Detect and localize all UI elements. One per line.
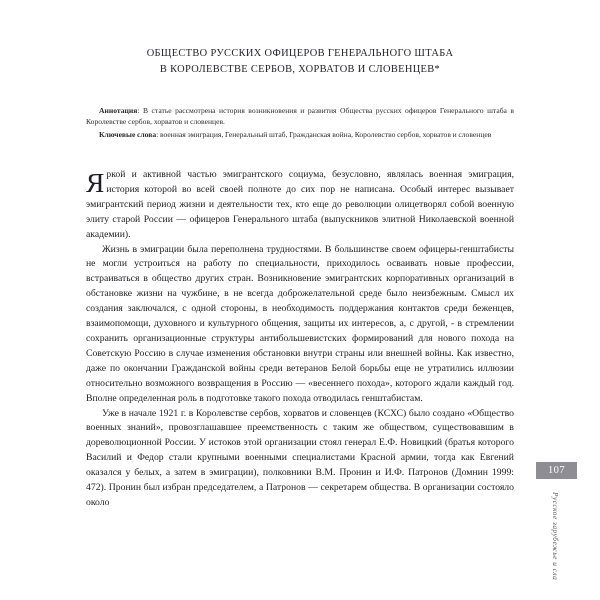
- title-line-1: ОБЩЕСТВО РУССКИХ ОФИЦЕРОВ ГЕНЕРАЛЬНОГО ШТАБА: [146, 48, 454, 59]
- running-title-vertical: [551, 492, 567, 600]
- keywords-paragraph: [86, 129, 514, 140]
- page-title: [84, 46, 516, 77]
- abstract-text: : В статье рассмотрена история возникновения и развития Общества русских офицеров Генерального штаба в Королевстве сербов, хорватов и словенцев.: [86, 106, 514, 127]
- page-number-badge: [536, 462, 577, 479]
- drop-cap: Я: [86, 167, 105, 198]
- title-line-2: В КОРОЛЕВСТВЕ СЕРБОВ, ХОРВАТОВ И СЛОВЕНЦЕВ*: [159, 63, 441, 75]
- body-paragraph-1-text: ркой и активной частью эмигрантского социума, безусловно, являлась военная эмиграция, история которой во всей своей полноте до сих пор не написана. Особый интерес вызывает эмигрантский период жизни и деятельности тех, кто еще до революции олицетворял собой военную элиту старой России — офицеров Генерального штаба (выпускников элитной Николаевской военной академии).: [86, 169, 514, 240]
- body-paragraph-1: [86, 168, 514, 243]
- keywords-text: : военная эмиграция, Генеральный штаб, Гражданская война, Королевство сербов, хорватов и словенцев: [156, 129, 492, 139]
- page-number: 107: [548, 465, 565, 476]
- abstract-paragraph: [86, 105, 514, 128]
- body-paragraph-2: Жизнь в эмиграции была переполнена трудностями. В большинстве своем офицеры-генштабисты не могли устроиться на работу по специальности, приходилось осваивать новые профессии, встраиваться в общество других стран. Возникновение эмигрантских корпоративных организаций в обстановке жизни на чужбине, в не всегда доброжелательной среде было неизбежным. Смысл их создания заключался, с одной стороны, в необходимость поддержания контактов среди беженцев, взаимопомощи, духовного и культурного общения, защиты их интересов, а, с другой, - в стремлении сохранить организационные структуры антибольшевистских формирований для нового похода на Советскую Россию в случае изменения обстановки внутри страны или внешней войны. Как известно, даже по окончании Гражданской войны среди ветеранов Белой борьбы еще не утратились иллюзии относительно возможного возвращения в Россию — «весеннего похода», которого ждали каждый год. Вполне определенная роль в подготовке такого похода отводилась генштабистам.: [86, 243, 514, 404]
- running-title-text: Русское зарубежье и сла: [551, 492, 560, 581]
- abstract-label: Аннотация: [99, 106, 138, 115]
- abstract-section: [86, 105, 514, 140]
- body-paragraph-3: Уже в начале 1921 г. в Королевстве сербов, хорватов и словенцев (КСХС) было создано «Общество военных знаний», провозглашавшее преемственность с таким же обществом, существовавшим в дореволюционной России. У истоков этой организации стоял генерал Е.Ф. Новицкий (братья которого Василий и Федор стали крупными военными специалистами Красной армии, тогда как Евгений оказался у белых, а затем в эмиграции), полковники В.М. Пронин и И.Ф. Патронов (Домнин 1999: 472). Пронин был избран председателем, а Патронов — секретарем общества. В организации состояло около: [86, 407, 514, 508]
- keywords-label: Ключевые слова: [99, 129, 157, 139]
- body-text: [86, 168, 514, 511]
